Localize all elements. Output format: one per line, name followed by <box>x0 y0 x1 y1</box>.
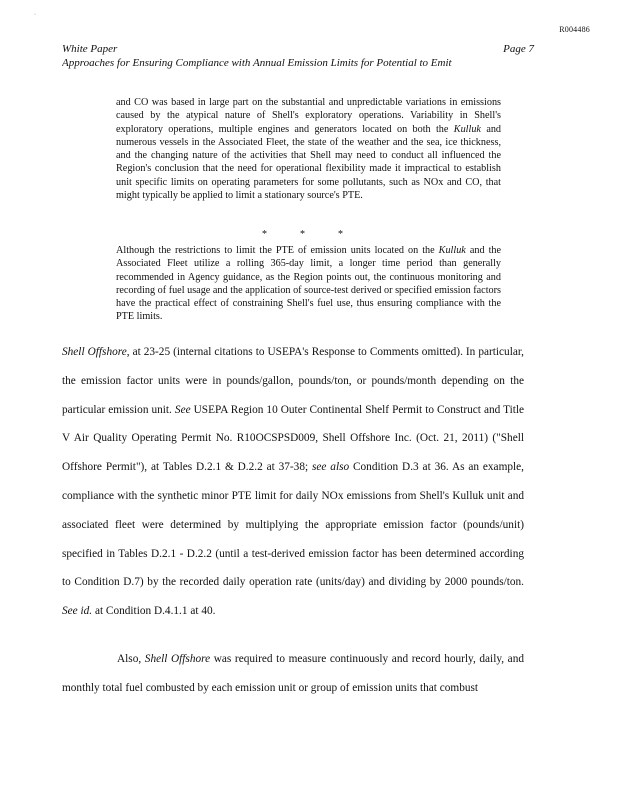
body1-text-b: USEPA Region 10 Outer Continental Shelf Permit to Construct and Title V Air Quality Operating Permit No. R10OCSPSD009, Shell Offshore Inc. (Oct. 21, 2011) ("Shell Offshore Permit"), at Tables D.2.1 & D.2.2 at 37-38; <box>62 403 525 474</box>
quote2-text-a: Although the restrictions to limit the PTE of emission units located on the <box>116 245 435 256</box>
quote2-kulluk: Kulluk <box>438 245 466 256</box>
quote1-text-b: and numerous vessels in the Associated Fleet, the state of the weather and the sea, ice thickness, and the changing nature of the activities that Shell may need to conduct all influenced the Region's conclusion that the need for operational flexibility made it impractical to establish unit specific limits on operating parameters for some pollutants, such as NOx and CO, that might typically be applied to limit a stationary source's PTE. <box>116 123 502 202</box>
asterisk: * <box>262 229 267 240</box>
citation-signal-see-also: see also <box>312 461 350 474</box>
block-quote-1 <box>116 96 501 202</box>
case-name: Shell Offshore <box>144 653 211 665</box>
quote2-text-b: and the Associated Fleet utilize a rolling 365-day limit, a longer time period than generally recommended in Agency guidance, as the Region points out, the continuous monitoring and recording of fuel usage and the application of source-test derived or specified emission factors have the practical effect of constraining Shell's fuel use, thus ensuring compliance with the PTE limits. <box>116 245 502 323</box>
asterisk: * <box>338 229 343 240</box>
body1-text-c: Condition D.3 at 36. As an example, compliance with the synthetic minor PTE limit for daily NOx emissions from Shell's Kulluk unit and associated fleet were determined by multiplying the appropriate emission factor (pounds/unit) specified in Tables D.2.1 - D.2.2 (until a test-derived emission factor has been determined according to Condition D.7) by the recorded daily operation rate (units/day) and dividing by 2000 pounds/ton. <box>62 461 524 589</box>
header-title: White Paper <box>62 43 118 55</box>
header-page-label: Page 7 <box>503 43 534 55</box>
quote-paragraph-1 <box>116 96 501 202</box>
header-subtitle: Approaches for Ensuring Compliance with Annual Emission Limits for Potential to Emit <box>62 57 452 69</box>
body-paragraph-1-text <box>62 338 524 626</box>
body-paragraph-2-text <box>62 645 524 703</box>
body-paragraph-1 <box>62 338 524 626</box>
bates-number: R004486 <box>559 25 590 34</box>
quote-paragraph-2 <box>116 244 501 324</box>
citation-signal-see: See <box>174 403 191 416</box>
quote1-kulluk: Kulluk <box>453 123 481 135</box>
body1-text-a: , at 23-25 (internal citations to USEPA's Response to Comments omitted). In particular, the emission factor units were in pounds/gallon, pounds/ton, or pounds/month depending on the particular emission unit. <box>62 346 524 416</box>
body-paragraph-2 <box>62 645 524 703</box>
body1-text-d: at Condition D.4.1.1 at 40. <box>94 605 216 618</box>
block-quote-2 <box>116 244 501 324</box>
case-name: Shell Offshore <box>62 346 127 358</box>
quote1-text-a: and CO was based in large part on the substantial and unpredictable variations in emissions caused by the atypical nature of Shell's exploratory operations. Variability in Shell's exploratory operations, multiple engines and generators located on both the <box>116 97 501 135</box>
citation-signal-see-id: See id. <box>62 605 93 618</box>
body2-text-a: Also, <box>117 653 142 665</box>
body2-text-b: was required to measure continuously and record hourly, daily, and monthly total fuel combusted by each emission unit or group of emission units that combust <box>62 653 524 694</box>
scan-dot: · <box>34 12 36 18</box>
asterisk: * <box>300 229 305 240</box>
